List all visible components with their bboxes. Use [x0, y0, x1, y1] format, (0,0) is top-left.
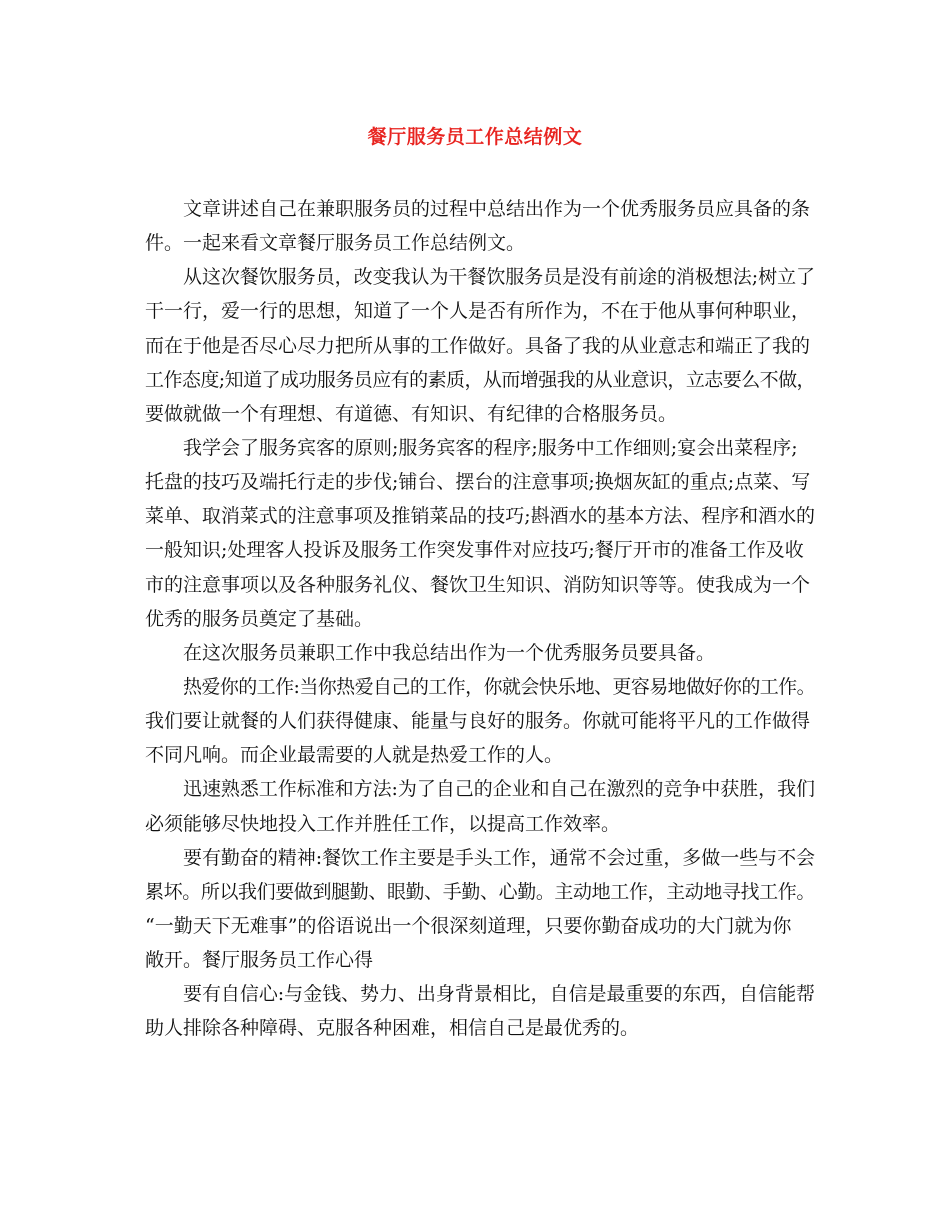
- text-line: 要有自信心:与金钱、势力、出身背景相比，自信是最重要的东西，自信能帮: [183, 983, 815, 1006]
- text-line: 在这次服务员兼职工作中我总结出作为一个优秀服务员要具备。: [183, 641, 716, 664]
- document-body: [145, 192, 815, 1046]
- text-line: 我们要让就餐的人们获得健康、能量与良好的服务。你就可能将平凡的工作做得: [145, 710, 811, 733]
- text-line: 不同凡响。而企业最需要的人就是热爱工作的人。: [145, 744, 564, 767]
- document-title: 餐厅服务员工作总结例文: [367, 126, 583, 148]
- text-line: 而在于他是否尽心尽力把所从事的工作做好。具备了我的从业意志和端正了我的: [145, 334, 811, 357]
- text-line: 菜单、取消菜式的注意事项及推销菜品的技巧;斟酒水的基本方法、程序和酒水的: [145, 505, 815, 528]
- text-line: 累坏。所以我们要做到腿勤、眼勤、手勤、心勤。主动地工作，主动地寻找工作。: [145, 880, 815, 903]
- text-line: 干一行，爱一行的思想，知道了一个人是否有所作为，不在于他从事何种职业，: [145, 300, 811, 323]
- text-line: 从这次餐饮服务员，改变我认为干餐饮服务员是没有前途的消极想法;树立了: [183, 266, 815, 289]
- text-line: 市的注意事项以及各种服务礼仪、餐饮卫生知识、消防知识等等。使我成为一个: [145, 573, 811, 596]
- text-line: 我学会了服务宾客的原则;服务宾客的程序;服务中工作细则;宴会出菜程序;: [183, 436, 798, 459]
- text-line: 一般知识;处理客人投诉及服务工作突发事件对应技巧;餐厅开市的准备工作及收: [145, 539, 804, 562]
- text-line: 要有勤奋的精神:餐饮工作主要是手头工作，通常不会过重，多做一些与不会: [183, 846, 815, 869]
- text-line: 文章讲述自己在兼职服务员的过程中总结出作为一个优秀服务员应具备的条: [183, 198, 811, 220]
- text-line: 敞开。餐厅服务员工作心得: [145, 949, 374, 972]
- text-line: 件。一起来看文章餐厅服务员工作总结例文。: [145, 232, 526, 255]
- text-line: 托盘的技巧及端托行走的步伐;铺台、摆台的注意事项;换烟灰缸的重点;点菜、写: [145, 471, 811, 494]
- text-line: 优秀的服务员奠定了基础。: [145, 607, 374, 630]
- text-line: 助人排除各种障碍、克服各种困难，相信自己是最优秀的。: [145, 1017, 640, 1040]
- text-line: 工作态度;知道了成功服务员应有的素质，从而增强我的从业意识，立志要么不做，: [145, 368, 815, 391]
- text-line: 迅速熟悉工作标准和方法:为了自己的企业和自己在激烈的竞争中获胜，我们: [183, 778, 815, 801]
- text-line: 热爱你的工作:当你热爱自己的工作，你就会快乐地、更容易地做好你的工作。: [183, 675, 815, 698]
- text-line: 要做就做一个有理想、有道德、有知识、有纪律的合格服务员。: [145, 402, 678, 425]
- text-line: 必须能够尽快地投入工作并胜任工作，以提高工作效率。: [145, 812, 621, 835]
- text-line: “一勤天下无难事”的俗语说出一个很深刻道理，只要你勤奋成功的大门就为你: [145, 914, 792, 937]
